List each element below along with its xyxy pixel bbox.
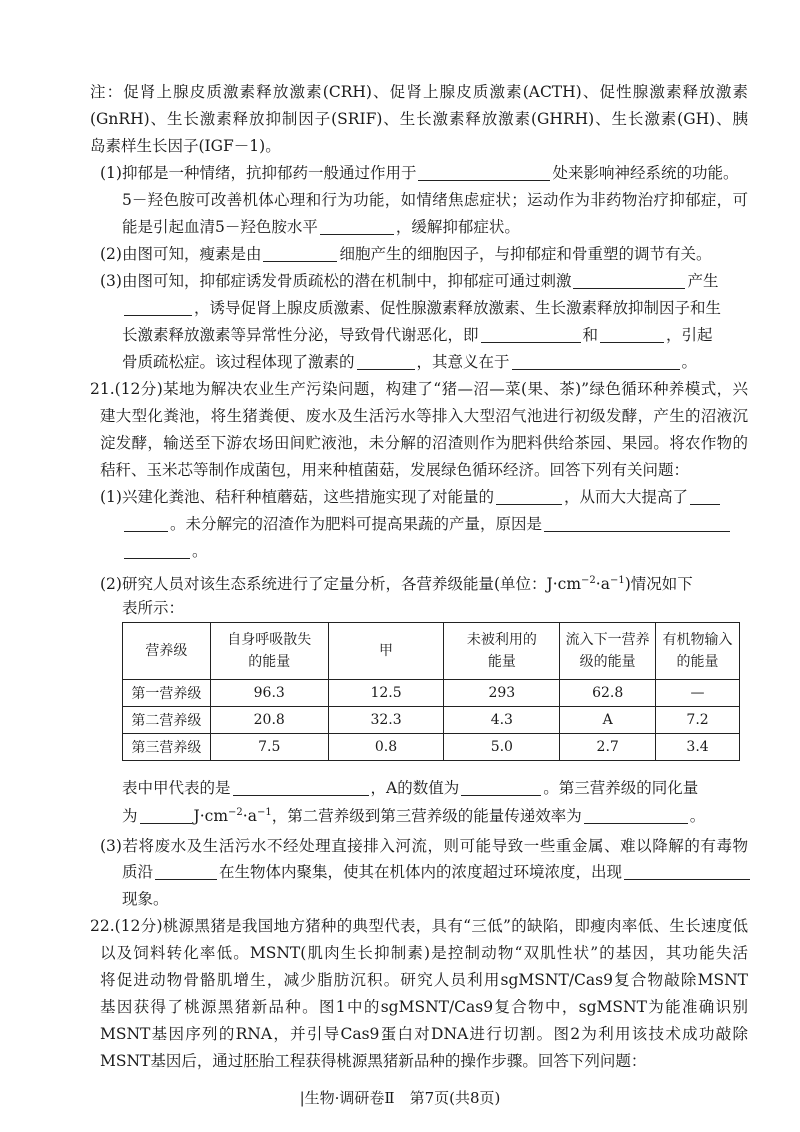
- table-cell: 62.8: [560, 680, 656, 707]
- table-cell: 96.3: [210, 680, 328, 707]
- q21-part2-after-line2: 为 $J\cdot cm^{-2}\cdot a^{-1}$，第二营养级到第三营养级的能量传递效率为 。: [122, 806, 706, 825]
- q20-part2-line1: (2)由图可知，瘦素是由 细胞产生的细胞因子，与抑郁症和骨重塑的调节有关。: [100, 245, 712, 263]
- table-header-cell: [656, 623, 740, 680]
- note-line-3: 岛素样生长因子(IGF－1)。: [90, 137, 281, 155]
- table-header-cell: [560, 623, 656, 680]
- table-header-text: 有机物输入: [662, 632, 733, 648]
- q22-line6: MSNT基因后，通过胚胎工程获得桃源黑猪新品种的操作步骤。回答下列问题：: [100, 1052, 647, 1070]
- q21-part3-line3: 现象。: [122, 890, 169, 908]
- answer-blank[interactable]: [624, 864, 750, 880]
- table-header-text: 能量: [487, 654, 516, 670]
- table-cell: —: [656, 680, 740, 707]
- answer-blank[interactable]: [418, 165, 550, 181]
- table-row: [123, 734, 740, 761]
- answer-blank[interactable]: [320, 219, 394, 235]
- q20-part1-line1: (1)抑郁是一种情绪，抗抑郁药一般通过作用于 处来影响神经系统的功能。: [100, 164, 739, 182]
- table-header-cell: [444, 623, 560, 680]
- q20-part3-line3: 长激素释放激素等异常性分泌，导致骨代谢恶化，即 和 ，引起: [122, 326, 713, 344]
- answer-blank[interactable]: [512, 354, 680, 370]
- table-header-row: [123, 623, 740, 680]
- page-footer: |生物·调研卷Ⅱ 第7页(共8页): [299, 1089, 501, 1107]
- q21-part3-line2: 质沿 在生物体内聚集，使其在机体内的浓度超过环境浓度，出现: [122, 862, 748, 882]
- answer-blank[interactable]: [263, 246, 337, 262]
- q20-part1-line3: 能是引起血清5－羟色胺水平 ，缓解抑郁症状。: [122, 218, 520, 236]
- table-cell: 293: [444, 680, 560, 707]
- answer-blank[interactable]: [496, 489, 562, 505]
- answer-blank[interactable]: [584, 808, 688, 824]
- table-cell: 12.5: [328, 680, 444, 707]
- table-cell: 4.3: [444, 707, 560, 734]
- q22-line5: MSNT基因序列的RNA，并引导Cas9蛋白对DNA进行切割。图2为利用该技术成功敲除: [100, 1025, 748, 1043]
- q21-part2-after-line1: 表中甲代表的是 ，A的数值为 。第三营养级的同化量: [122, 779, 699, 797]
- table-cell: 第三营养级: [123, 734, 211, 761]
- q21-part2-line1: (2)研究人员对该生态系统进行了定量分析，各营养级能量(单位：$J\cdot cm^{-2}\cdot a^{-1}$)情况如下: [100, 574, 693, 593]
- table-header-text: 甲: [379, 643, 394, 659]
- answer-blank[interactable]: [124, 516, 168, 532]
- q20-part3-line1: (3)由图可知，抑郁症诱发骨质疏松的潜在机制中，抑郁症可通过刺激 产生: [100, 272, 719, 290]
- answer-blank[interactable]: [690, 489, 720, 505]
- table-header-text: 流入下一营养: [565, 632, 650, 648]
- answer-blank[interactable]: [544, 516, 730, 532]
- answer-blank[interactable]: [140, 808, 192, 824]
- table-header-text: 营养级: [145, 643, 188, 659]
- q21-part1-line3: 。: [122, 541, 748, 561]
- table-header-cell: [123, 623, 211, 680]
- answer-blank[interactable]: [155, 864, 217, 880]
- answer-blank[interactable]: [357, 354, 415, 370]
- table-header-text: 的能量: [676, 654, 719, 670]
- answer-blank[interactable]: [124, 543, 190, 559]
- q20-part3-line2: ，诱导促肾上腺皮质激素、促性腺激素释放激素、生长激素释放抑制因子和生: [122, 298, 748, 318]
- table-cell: 7.2: [656, 707, 740, 734]
- q21-intro-line2: 建大型化粪池，将生猪粪便、废水及生活污水等排入大型沼气池进行初级发酵，产生的沼液沉: [100, 407, 748, 425]
- table-header-cell: [210, 623, 328, 680]
- q21-intro-line4: 秸秆、玉米芯等制作成菌包，用来种植菌菇，发展绿色循环经济。回答下列有关问题：: [100, 461, 690, 479]
- table-row: [123, 707, 740, 734]
- answer-blank[interactable]: [233, 780, 369, 796]
- table-cell: 2.7: [560, 734, 656, 761]
- table-header-text: 的能量: [248, 654, 291, 670]
- q22-line4: 基因获得了桃源黑猪新品种。图1中的sgMSNT/Cas9复合物中，sgMSNT为能准确识别: [100, 998, 748, 1016]
- q21-part3-line1: (3)若将废水及生活污水不经处理直接排入河流，则可能导致一些重金属、难以降解的有毒物: [100, 837, 748, 855]
- q21-intro-line1: 21.(12分)某地为解决农业生产污染问题，构建了“猪—沼—菜(果、茶)”绿色循环种养模式，兴: [90, 380, 748, 398]
- q22-line1: 22.(12分)桃源黑猪是我国地方猪种的典型代表，具有“三低”的缺陷，即瘦肉率低、生长速度低: [90, 917, 748, 935]
- table-cell: A: [560, 707, 656, 734]
- table-header-text: 自身呼吸散失: [227, 632, 312, 648]
- q21-part1-line1: (1)兴建化粪池、秸秆种植蘑菇，这些措施实现了对能量的 ，从而大大提高了: [100, 487, 748, 507]
- table-cell: 0.8: [328, 734, 444, 761]
- table-cell: 32.3: [328, 707, 444, 734]
- q20-part3-line4: 骨质疏松症。该过程体现了激素的 ，其意义在于 。: [122, 353, 698, 371]
- q21-part1-line2: 。未分解完的沼渣作为肥料可提高果蔬的产量，原因是: [122, 514, 748, 534]
- table-row: [123, 680, 740, 707]
- q20-part1-line2: 5－羟色胺可改善机体心理和行为功能，如情绪焦虑症状；运动作为非药物治疗抑郁症，可: [122, 191, 748, 209]
- table-cell: 第一营养级: [123, 680, 211, 707]
- table-cell: 5.0: [444, 734, 560, 761]
- table-cell: 20.8: [210, 707, 328, 734]
- table-cell: 3.4: [656, 734, 740, 761]
- answer-blank[interactable]: [461, 780, 541, 796]
- table-header-cell: [328, 623, 444, 680]
- energy-table: [122, 622, 740, 761]
- note-line-1: 注：促肾上腺皮质激素释放激素(CRH)、促肾上腺皮质激素(ACTH)、促性腺激素释放激素: [90, 83, 748, 101]
- table-cell: 第二营养级: [123, 707, 211, 734]
- note-line-2: (GnRH)、生长激素释放抑制因子(SRIF)、生长激素释放激素(GHRH)、生长激素(GH)、胰: [90, 110, 748, 128]
- q21-intro-line3: 淀发酵，输送至下游农场田间贮液池，未分解的沼渣则作为肥料供给茶园、果园。将农作物的: [100, 434, 748, 452]
- answer-blank[interactable]: [481, 327, 581, 343]
- table-header-text: 级的能量: [579, 654, 636, 670]
- answer-blank[interactable]: [600, 327, 664, 343]
- answer-blank[interactable]: [124, 300, 192, 316]
- q22-line2: 以及饲料转化率低。MSNT(肌肉生长抑制素)是控制动物“双肌性状”的基因，其功能失活: [100, 944, 748, 962]
- q21-part2-line2: 表所示：: [122, 599, 185, 617]
- table-cell: 7.5: [210, 734, 328, 761]
- q22-line3: 将促进动物骨骼肌增生，减少脂肪沉积。研究人员利用sgMSNT/Cas9复合物敲除MSNT: [100, 971, 748, 989]
- table-header-text: 未被利用的: [466, 632, 537, 648]
- answer-blank[interactable]: [573, 273, 685, 289]
